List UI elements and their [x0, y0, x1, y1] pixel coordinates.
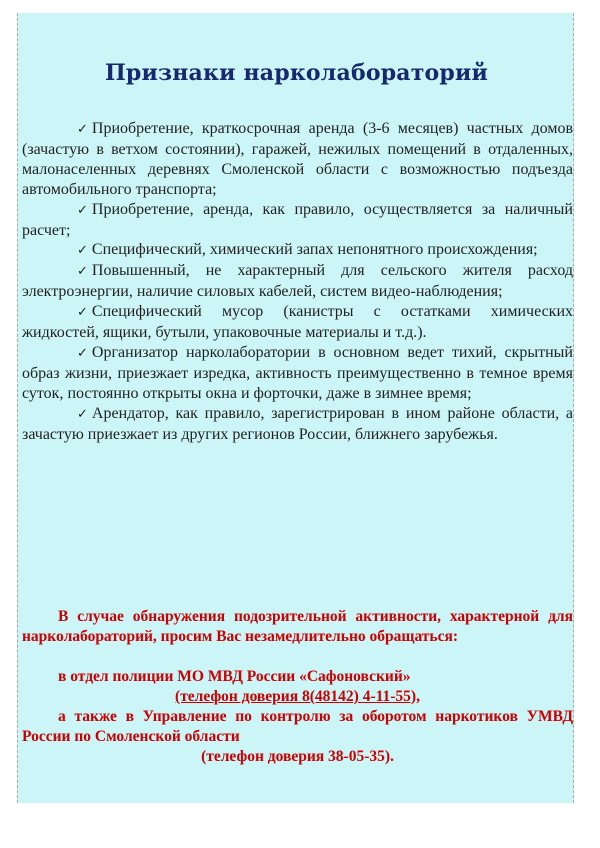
list-item — [22, 261, 573, 302]
appeal-intro: В случае обнаружения подозрительной активности, характерной для нарколабораторий, просим Вас незамедлительно обращаться: — [22, 608, 573, 645]
list-item-text: Приобретение, аренда, как правило, осуществляется за наличный расчет; — [22, 200, 573, 239]
list-item — [22, 343, 573, 404]
checkmark-icon: ✓ — [77, 243, 88, 259]
list-item — [22, 404, 573, 445]
checkmark-icon: ✓ — [77, 264, 88, 280]
list-item — [22, 119, 573, 200]
checkmark-icon: ✓ — [77, 406, 88, 422]
list-item-text: Повышенный, не характерный для сельского жителя расход электроэнергии, наличие силовых кабелей, систем видео-наблюдения; — [22, 262, 573, 301]
page-title: Признаки нарколабораторий — [104, 60, 489, 86]
signs-list — [22, 119, 573, 445]
list-item — [22, 302, 573, 343]
appeal-block — [22, 607, 573, 767]
police-phone-line — [22, 687, 573, 707]
list-item-text: Арендатор, как правило, зарегистрирован в ином районе области, а зачастую приезжает из других регионов России, ближнего зарубежья. — [22, 404, 573, 443]
list-item-text: Организатор нарколаборатории в основном ведет тихий, скрытный образ жизни, приезжает изредка, активность преимущественно в темное время суток, постоянно открыты окна и форточки, даже в зимнее время; — [22, 343, 573, 402]
list-item — [22, 200, 573, 241]
leaflet-panel — [17, 13, 574, 803]
police-department: в отдел полиции МО МВД России «Сафоновский» — [58, 668, 411, 685]
checkmark-icon: ✓ — [77, 122, 88, 137]
list-item-text: Приобретение, краткосрочная аренда (3-6 месяцев) частных домов (зачастую в ветхом состоянии), гаражей, нежилых помещений в отдаленных, малонаселенных деревнях Смоленской области с возможностью подъезда автомобильного транспорта; — [22, 120, 573, 198]
drug-control-phone: (телефон доверия 38-05-35). — [201, 748, 394, 765]
list-item-text: Специфический, химический запах непонятного происхождения; — [91, 241, 538, 259]
police-phone: (телефон доверия 8(48142) 4-11-55), — [175, 688, 420, 705]
list-item-text: Специфический мусор (канистры с остатками химических жидкостей, ящики, бутыли, упаковочные материалы и т.д.). — [22, 303, 573, 342]
checkmark-icon: ✓ — [77, 202, 88, 218]
checkmark-icon: ✓ — [77, 345, 88, 361]
list-item — [22, 240, 573, 261]
spacer — [22, 647, 573, 667]
drug-control-department: а также в Управление по контролю за оборотом наркотиков УМВД России по Смоленской области — [22, 708, 573, 745]
checkmark-icon: ✓ — [77, 305, 88, 321]
